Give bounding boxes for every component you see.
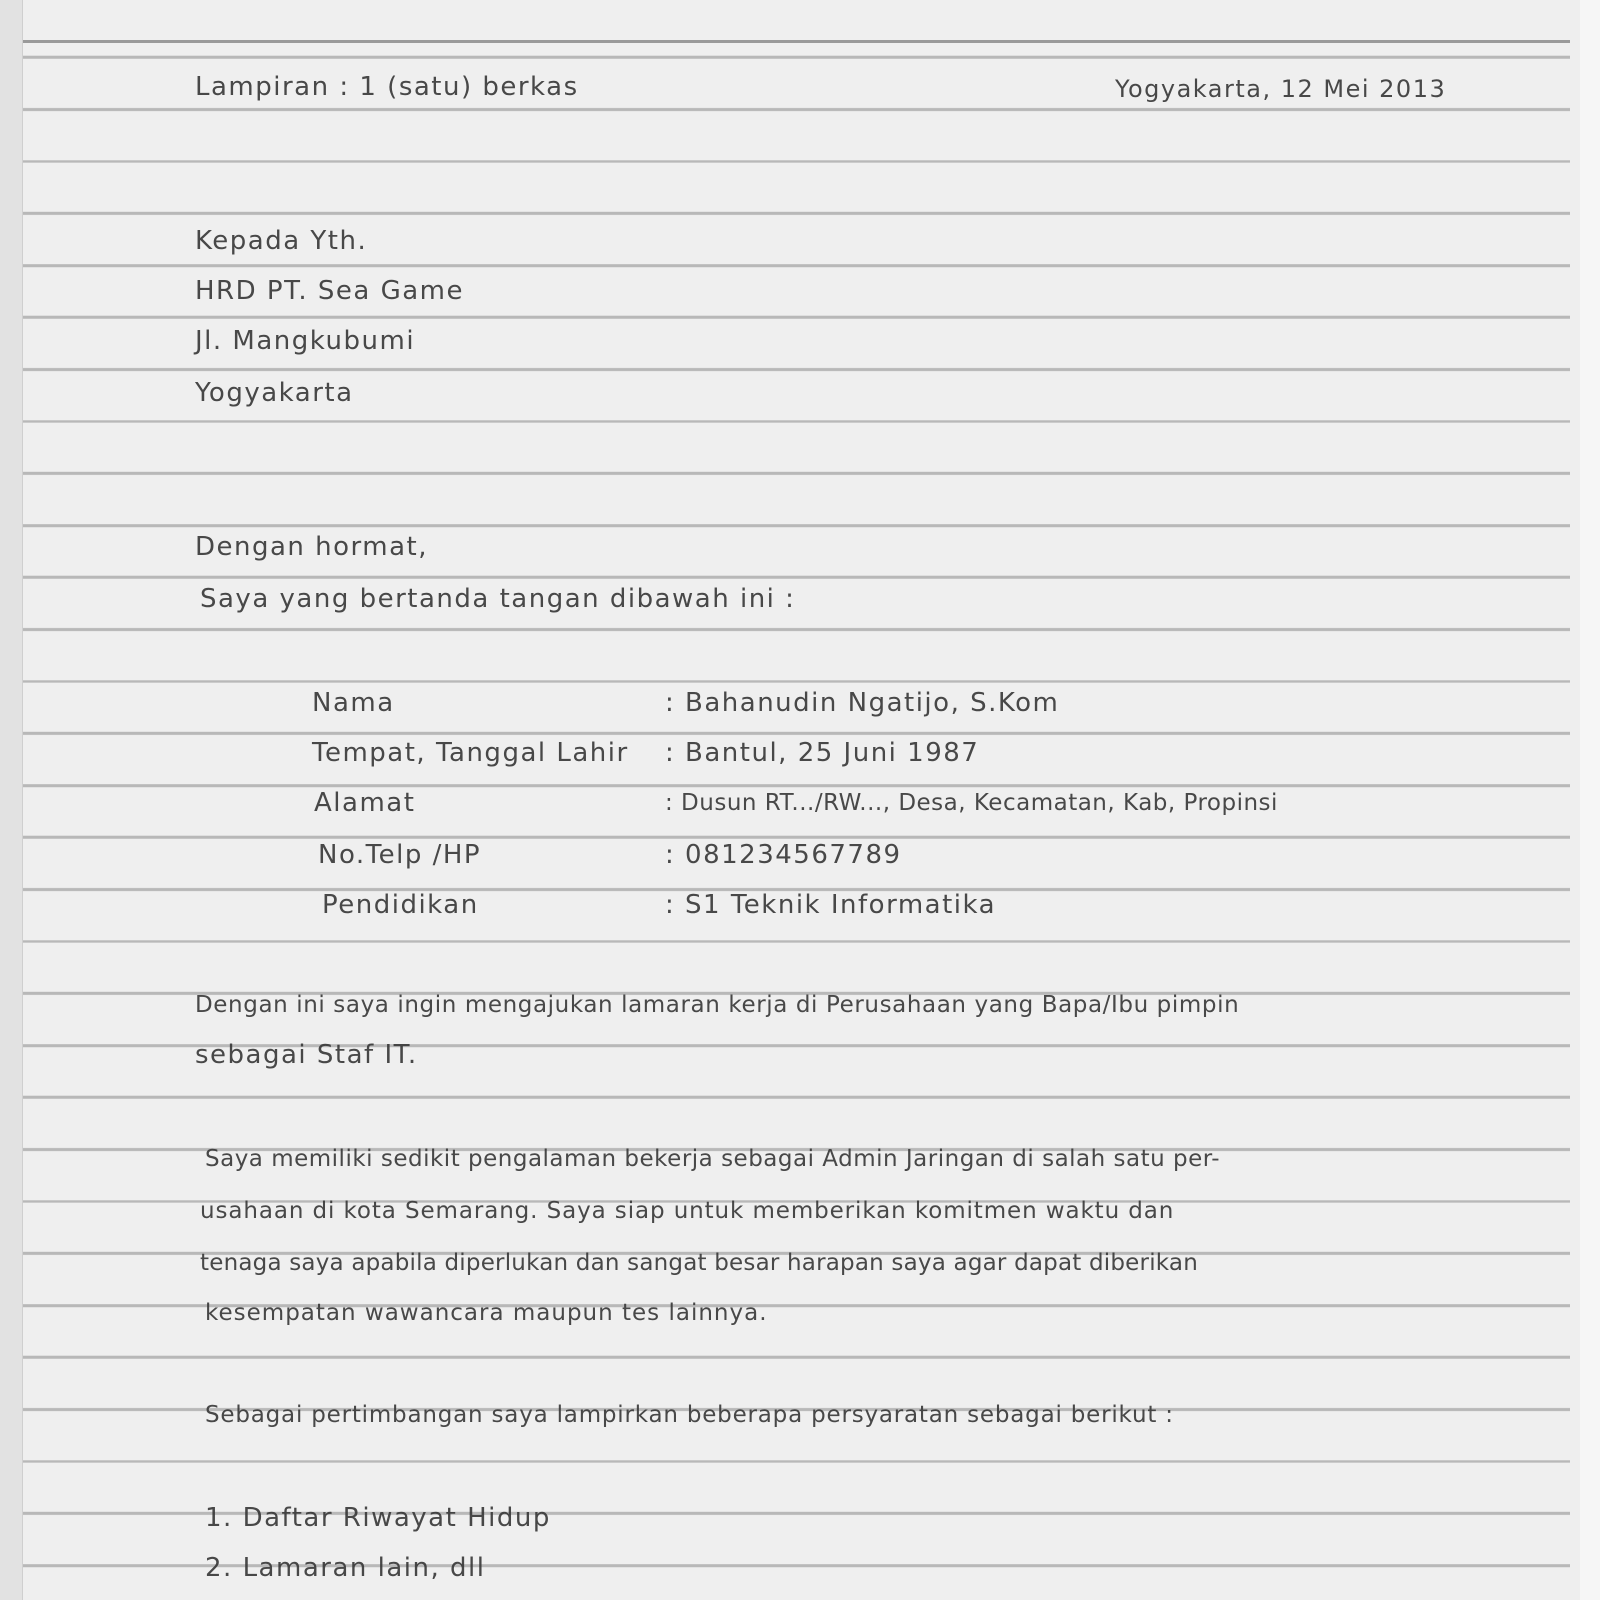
attachment-item-2: 2. Lamaran lain, dll <box>205 1553 486 1583</box>
field-value-education: : S1 Teknik Informatika <box>665 890 997 920</box>
intro-line: Saya yang bertanda tangan dibawah ini : <box>200 584 796 614</box>
paragraph-2-line-2: usahaan di kota Semarang. Saya siap untuk memberikan komitmen waktu dan <box>200 1198 1175 1224</box>
recipient-line-4: Yogyakarta <box>195 378 354 408</box>
field-value-phone: : 081234567789 <box>665 840 902 870</box>
recipient-line-2: HRD PT. Sea Game <box>195 276 465 306</box>
paper-right-edge <box>1580 0 1600 1600</box>
field-value-address: : Dusun RT.../RW..., Desa, Kecamatan, Kab, Propinsi <box>665 790 1278 816</box>
paragraph-1-line-1: Dengan ini saya ingin mengajukan lamaran kerja di Perusahaan yang Bapa/Ibu pimpin <box>195 992 1240 1018</box>
paragraph-1-line-2: sebagai Staf IT. <box>195 1040 418 1070</box>
field-label-address: Alamat <box>314 788 416 818</box>
paragraph-2-line-1: Saya memiliki sedikit pengalaman bekerja sebagai Admin Jaringan di salah satu per- <box>205 1146 1221 1172</box>
field-label-education: Pendidikan <box>322 890 479 920</box>
paragraph-2-line-4: kesempatan wawancara maupun tes lainnya. <box>205 1300 768 1326</box>
paper-left-edge <box>0 0 23 1600</box>
field-label-birth: Tempat, Tanggal Lahir <box>312 738 629 768</box>
recipient-line-1: Kepada Yth. <box>195 226 368 256</box>
paragraph-3: Sebagai pertimbangan saya lampirkan beberapa persyaratan sebagai berikut : <box>205 1402 1174 1428</box>
field-label-phone: No.Telp /HP <box>318 840 482 870</box>
field-label-name: Nama <box>312 688 395 718</box>
recipient-line-3: Jl. Mangkubumi <box>195 326 416 356</box>
paragraph-2-line-3: tenaga saya apabila diperlukan dan sangat besar harapan saya agar dapat diberikan <box>200 1250 1198 1276</box>
place-date: Yogyakarta, 12 Mei 2013 <box>1115 75 1447 103</box>
attachment-item-1: 1. Daftar Riwayat Hidup <box>205 1503 551 1533</box>
field-value-birth: : Bantul, 25 Juni 1987 <box>665 738 980 768</box>
top-rule <box>18 40 1570 43</box>
greeting: Dengan hormat, <box>195 532 429 562</box>
field-value-name: : Bahanudin Ngatijo, S.Kom <box>665 688 1060 718</box>
attachment-line: Lampiran : 1 (satu) berkas <box>195 72 579 102</box>
